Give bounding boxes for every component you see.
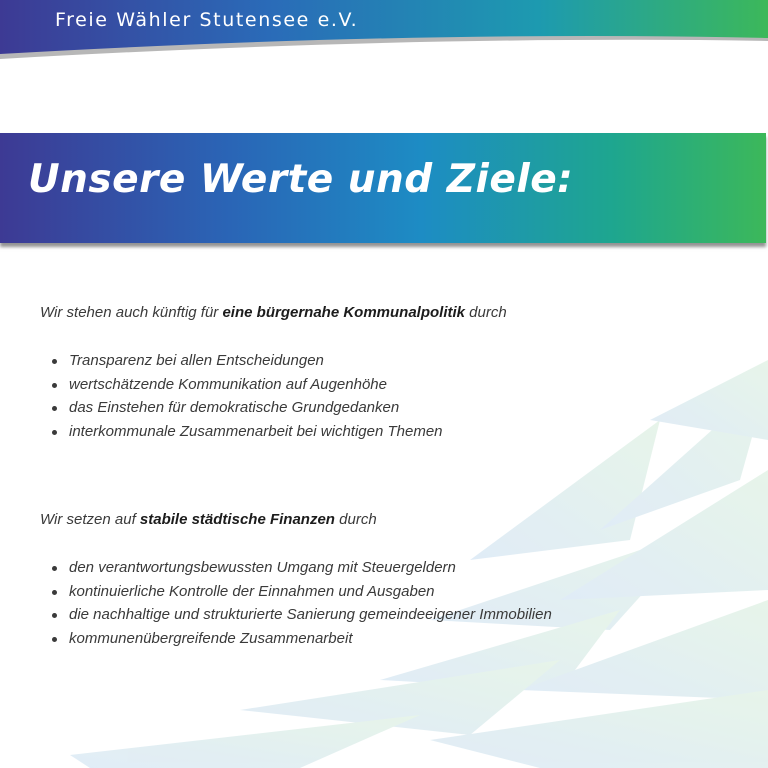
list-item: das Einstehen für demokratische Grundgedanken (40, 396, 507, 420)
bullet-list (40, 349, 507, 443)
intro-highlight: eine bürgernahe Kommunalpolitik (222, 304, 466, 321)
intro-text: Wir setzen auf (40, 511, 140, 528)
list-item: wertschätzende Kommunikation auf Augenhöhe (40, 373, 507, 397)
intro-highlight: stabile städtische Finanzen (139, 511, 335, 528)
bullet-list (40, 556, 552, 650)
list-item: interkommunale Zusammenarbeit bei wichtigen Themen (40, 420, 507, 444)
section-intro (40, 511, 552, 528)
list-item: kontinuierliche Kontrolle der Einnahmen und Ausgaben (40, 580, 552, 604)
intro-text: Wir stehen auch künftig für (40, 304, 223, 321)
section-intro (40, 304, 507, 321)
page-title: Unsere Werte und Ziele: (28, 157, 574, 202)
header-bar (0, 0, 768, 62)
org-name: Freie Wähler Stutensee e.V. (55, 9, 359, 31)
list-item: die nachhaltige und strukturierte Sanierung gemeindeeigener Immobilien (40, 603, 552, 627)
list-item: kommunenübergreifende Zusammenarbeit (40, 627, 552, 651)
list-item: Transparenz bei allen Entscheidungen (40, 349, 507, 373)
title-banner (0, 133, 766, 243)
intro-text-end: durch (465, 304, 507, 321)
values-section-2 (40, 511, 552, 650)
intro-text-end: durch (334, 511, 377, 528)
list-item: den verantwortungsbewussten Umgang mit Steuergeldern (40, 556, 552, 580)
values-section-1 (40, 304, 507, 443)
